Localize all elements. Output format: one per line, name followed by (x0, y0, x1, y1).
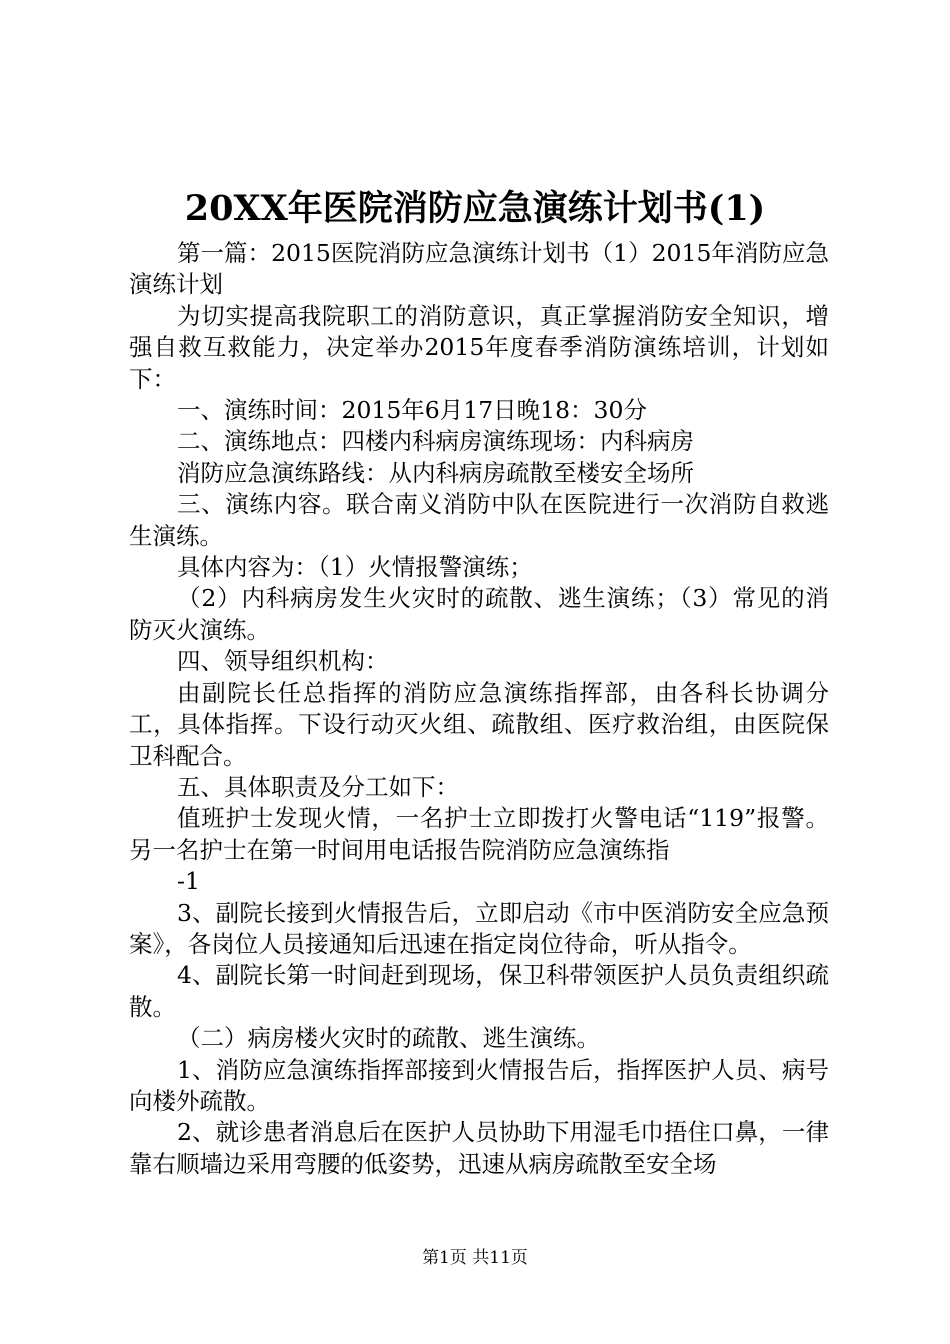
paragraph: 五、具体职责及分工如下： (177, 772, 459, 801)
paragraph: 2、就诊患者消息后在医护人员协助下用湿毛巾捂住口鼻，一律靠右顺墙边采用弯腰的低姿势，迅速从病房疏散至安全场 (129, 1118, 829, 1178)
paragraph: 一、演练时间：2015年6月17日晚18：30分 (177, 396, 647, 425)
paragraph: 三、演练内容。联合南义消防中队在医院进行一次消防自救逃生演练。 (129, 490, 829, 550)
paragraph: 值班护士发现火情，一名护士立即拨打火警电话“119”报警。另一名护士在第一时间用电话报告院消防应急演练指 (129, 804, 829, 864)
paragraph: （二）病房楼火灾时的疏散、逃生演练。 (177, 1024, 600, 1053)
page-footer: 第1页 共11页 (422, 1248, 528, 1268)
paragraph: 4、副院长第一时间赶到现场，保卫科带领医护人员负责组织疏散。 (129, 961, 829, 1021)
paragraph: 由副院长任总指挥的消防应急演练指挥部，由各科长协调分工，具体指挥。下设行动灭火组、疏散组、医疗救治组，由医院保卫科配合。 (129, 678, 829, 770)
page-marker: -1 (177, 867, 200, 896)
paragraph: 第一篇：2015医院消防应急演练计划书（1）2015年消防应急演练计划 (129, 239, 829, 299)
paragraph: 为切实提高我院职工的消防意识，真正掌握消防安全知识，增强自救互救能力，决定举办2015年度春季消防演练培训，计划如下： (129, 301, 829, 393)
paragraph: 具体内容为：（1）火情报警演练； (177, 553, 533, 582)
paragraph: 四、领导组织机构： (177, 647, 389, 676)
paragraph: （2）内科病房发生火灾时的疏散、逃生演练；（3）常见的消防灭火演练。 (129, 584, 829, 644)
paragraph: 3、副院长接到火情报告后，立即启动《市中医消防安全应急预案》，各岗位人员接通知后迅速在指定岗位待命，听从指令。 (129, 898, 829, 958)
paragraph: 二、演练地点：四楼内科病房演练现场：内科病房 (177, 427, 694, 456)
document-body (129, 238, 829, 1180)
paragraph: 消防应急演练路线：从内科病房疏散至楼安全场所 (177, 458, 694, 487)
paragraph: 1、消防应急演练指挥部接到火情报告后，指挥医护人员、病号向楼外疏散。 (129, 1055, 829, 1115)
document-title: 20XX年医院消防应急演练计划书(1) (184, 188, 766, 229)
